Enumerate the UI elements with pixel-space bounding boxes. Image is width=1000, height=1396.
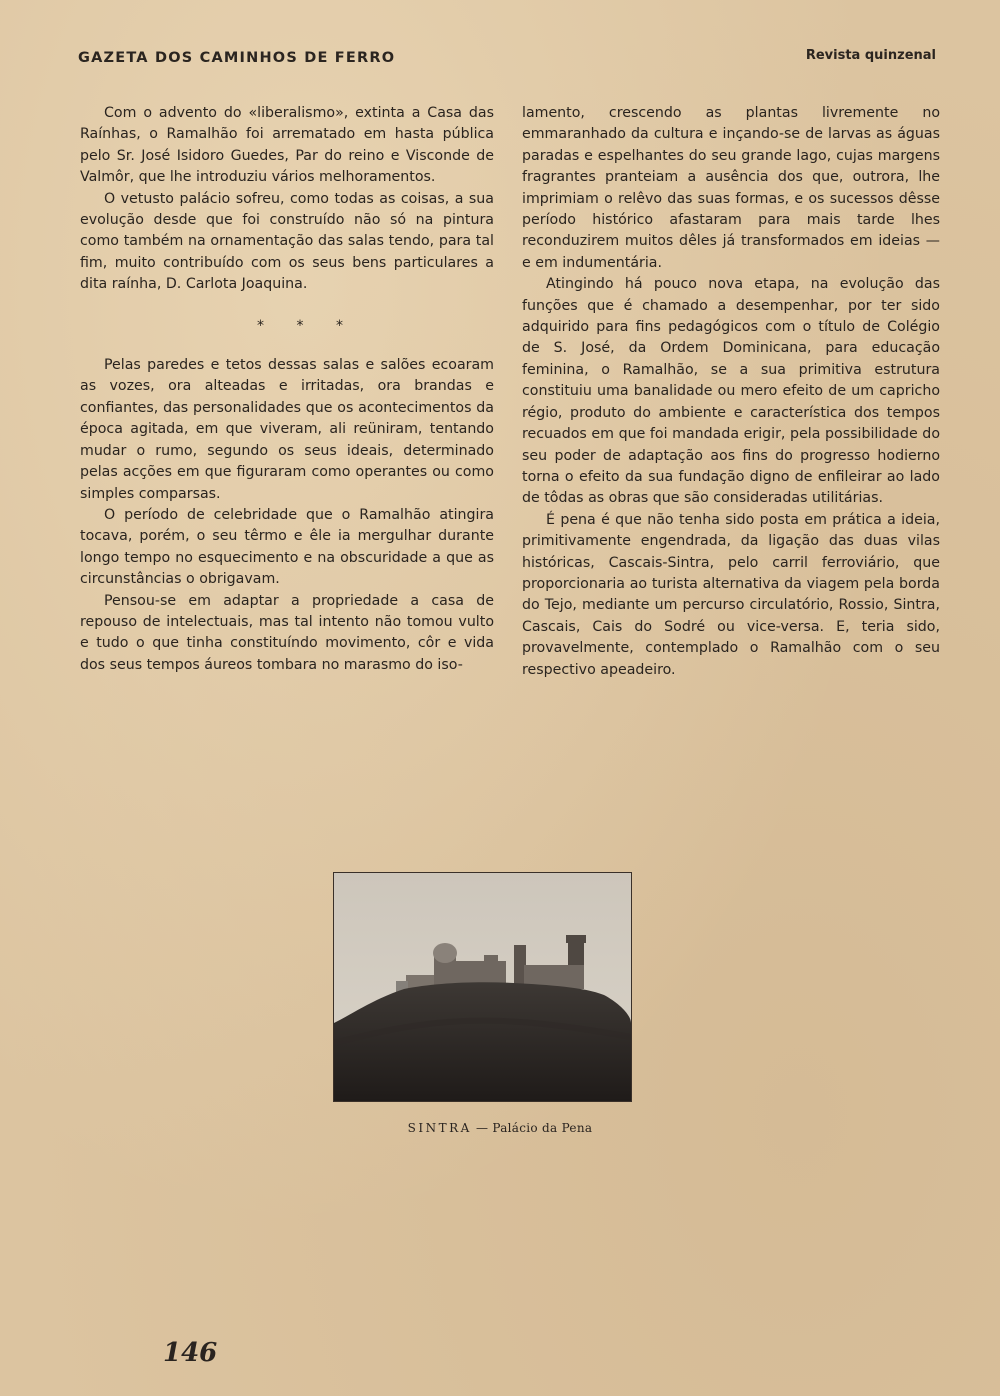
paragraph: Pelas paredes e tetos dessas salas e salões ecoaram as vozes, ora alteadas e irritadas, ora brandas e confiantes, das personalidades que os acontecimentos da época agitada, em que viveram, ali reüniram, tentando mudar o rumo, segundo os seus ideais, determinado pelas acções em que figuraram como operantes ou como simples comparsas. <box>80 357 494 502</box>
paragraph: Atingindo há pouco nova etapa, na evolução das funções que é chamado a desempenhar, por ter sido adquirido para fins pedagógicos com o título de Colégio de S. José, da Ordem Dominicana, para educação feminina, o Ramalhão, se a sua primitiva estrutura constituiu uma banalidade ou mero efeito de um capricho régio, produto do ambiente e característica dos tempos recuados em que foi mandada erigir, pela possibilidade do seu poder de adaptação aos fins do progresso hodierno torna o efeito da sua fundação digno de enfileirar ao lado de tôdas as obras que são consideradas utilitárias. <box>522 276 940 507</box>
section-separator: * * * <box>257 317 357 334</box>
right-column <box>522 103 940 681</box>
paragraph: Pensou-se em adaptar a propriedade a casa de repouso de intelectuais, mas tal intento não tomou vulto e tudo o que tinha constituíndo movimento, côr e vida dos seus tempos áureos tombara no marasmo do iso- <box>80 592 494 673</box>
page-number: 146 <box>163 1338 218 1368</box>
left-column <box>80 103 494 676</box>
caption-place: SINTRA <box>407 1121 472 1135</box>
palace-photo <box>333 872 632 1102</box>
paragraph: É pena é que não tenha sido posta em prática a ideia, primitivamente engendrada, da ligação das duas vilas históricas, Cascais-Sintra, pelo carril ferroviário, que proporcionaria ao turista alternativa da viagem pela borda do Tejo, mediante um percurso circulatório, Rossio, Sintra, Cascais, Cais do Sodré ou vice-versa. E, teria sido, provavelmente, contemplado o Ramalhão com o seu respectivo apeadeiro. <box>522 511 940 678</box>
photo-caption <box>0 1121 1000 1135</box>
paragraph: O vetusto palácio sofreu, como todas as coisas, a sua evolução desde que foi construído não só na pintura como também na ornamentação das salas tendo, para tal fim, muito contribuído com os seus bens particulares a dita raínha, D. Carlota Joaquina. <box>80 190 494 293</box>
publication-subtitle: Revista quinzenal <box>805 48 936 63</box>
caption-text: — Palácio da Pena <box>471 1121 593 1135</box>
paragraph: O período de celebridade que o Ramalhão atingira tocava, porém, o seu têrmo e êle ia mergulhar durante longo tempo no esquecimento e na obscuridade a que as circunstâncias o obrigavam. <box>80 506 494 588</box>
publication-title: GAZETA DOS CAMINHOS DE FERRO <box>78 50 396 66</box>
paragraph: lamento, crescendo as plantas livremente no emmaranhado da cultura e inçando-se de larvas as águas paradas e espelhantes do seu grande lago, cujas margens fragrantes pranteiam a ausência dos que, outrora, lhe imprimiam o relêvo das suas formas, e os sucessos dêsse período histórico afastaram para mais tarde lhes reconduzirem muitos dêles já transformados em ideias — e em indumentária. <box>522 105 940 271</box>
paragraph: Com o advento do «liberalismo», extinta a Casa das Raínhas, o Ramalhão foi arrematado em hasta pública pelo Sr. José Isidoro Guedes, Par do reino e Visconde de Valmôr, que lhe introduziu vários melhoramentos. <box>80 105 494 186</box>
